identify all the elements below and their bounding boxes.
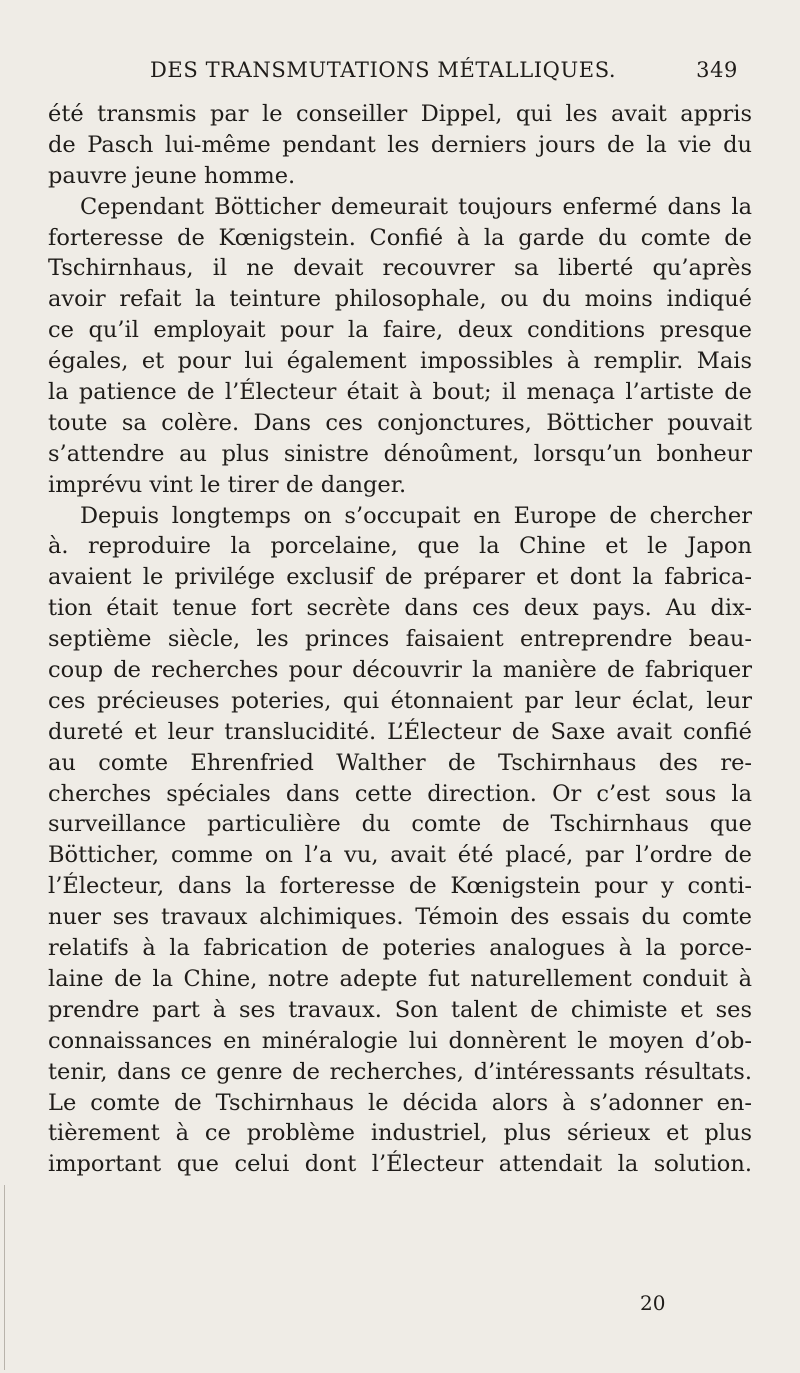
text-line: important que celui dont l’Électeur attendait la solution.	[48, 1151, 752, 1178]
text-line: tièrement à ce problème industriel, plus sérieux et plus	[48, 1120, 752, 1147]
text-line: laine de la Chine, notre adepte fut naturellement conduit à	[48, 965, 752, 992]
text-line: avoir refait la teinture philosophale, ou du moins indiqué	[48, 286, 752, 313]
text-line: ces précieuses poteries, qui étonnaient par leur éclat, leur	[48, 687, 752, 714]
text-line: cherches spéciales dans cette direction. Or c’est sous la	[48, 780, 752, 807]
binding-edge	[4, 1185, 5, 1370]
running-title: DES TRANSMUTATIONS MÉTALLIQUES.	[150, 58, 617, 82]
text-line: la patience de l’Électeur était à bout; il menaça l’artiste de	[48, 379, 752, 406]
text-line: au comte Ehrenfried Walther de Tschirnhaus des re-	[48, 749, 752, 776]
text-line: nuer ses travaux alchimiques. Témoin des essais du comte	[48, 904, 752, 931]
text-line: toute sa colère. Dans ces conjonctures, Bötticher pouvait	[48, 409, 752, 436]
text-line: à. reproduire la porcelaine, que la Chine et le Japon	[48, 533, 752, 560]
text-line: connaissances en minéralogie lui donnèrent le moyen d’ob-	[48, 1027, 752, 1054]
text-line: tion était tenue fort secrète dans ces deux pays. Au dix-	[48, 595, 752, 622]
text-line: tenir, dans ce genre de recherches, d’intéressants résultats.	[48, 1058, 752, 1085]
signature-mark: 20	[640, 1291, 666, 1315]
text-line: dureté et leur translucidité. L’Électeur de Saxe avait confié	[48, 718, 752, 745]
text-line: de Pasch lui-même pendant les derniers jours de la vie du	[48, 131, 752, 158]
text-line: été transmis par le conseiller Dippel, qui les avait appris	[48, 101, 752, 127]
text-line: Depuis longtemps on s’occupait en Europe de chercher	[80, 502, 752, 529]
body-text	[48, 99, 752, 1180]
text-line: s’attendre au plus sinistre dénoûment, lorsqu’un bonheur	[48, 440, 752, 467]
text-line: l’Électeur, dans la forteresse de Kœnigstein pour y conti-	[48, 873, 752, 900]
text-line: pauvre jeune homme.	[48, 162, 296, 189]
text-line: Bötticher, comme on l’a vu, avait été placé, par l’ordre de	[48, 842, 752, 869]
text-line: Tschirnhaus, il ne devait recouvrer sa liberté qu’après	[48, 255, 752, 282]
text-line: imprévu vint le tirer de danger.	[48, 471, 407, 498]
text-line: ce qu’il employait pour la faire, deux conditions presque	[48, 317, 752, 344]
text-line: coup de recherches pour découvrir la manière de fabriquer	[48, 657, 752, 684]
text-line: Cependant Bötticher demeurait toujours enfermé dans la	[80, 193, 752, 220]
text-line: Le comte de Tschirnhaus le décida alors à s’adonner en-	[48, 1089, 752, 1116]
text-line: septième siècle, les princes faisaient entreprendre beau-	[48, 626, 752, 653]
text-line: prendre part à ses travaux. Son talent de chimiste et ses	[48, 996, 752, 1023]
text-line: surveillance particulière du comte de Tschirnhaus que	[48, 811, 752, 838]
page-number: 349	[696, 58, 738, 82]
running-head	[150, 58, 750, 88]
text-line: avaient le privilége exclusif de préparer et dont la fabrica-	[48, 564, 752, 591]
text-line: égales, et pour lui également impossibles à remplir. Mais	[48, 348, 752, 375]
text-line: forteresse de Kœnigstein. Confié à la garde du comte de	[48, 224, 752, 251]
text-line: relatifs à la fabrication de poteries analogues à la porce-	[48, 935, 752, 962]
